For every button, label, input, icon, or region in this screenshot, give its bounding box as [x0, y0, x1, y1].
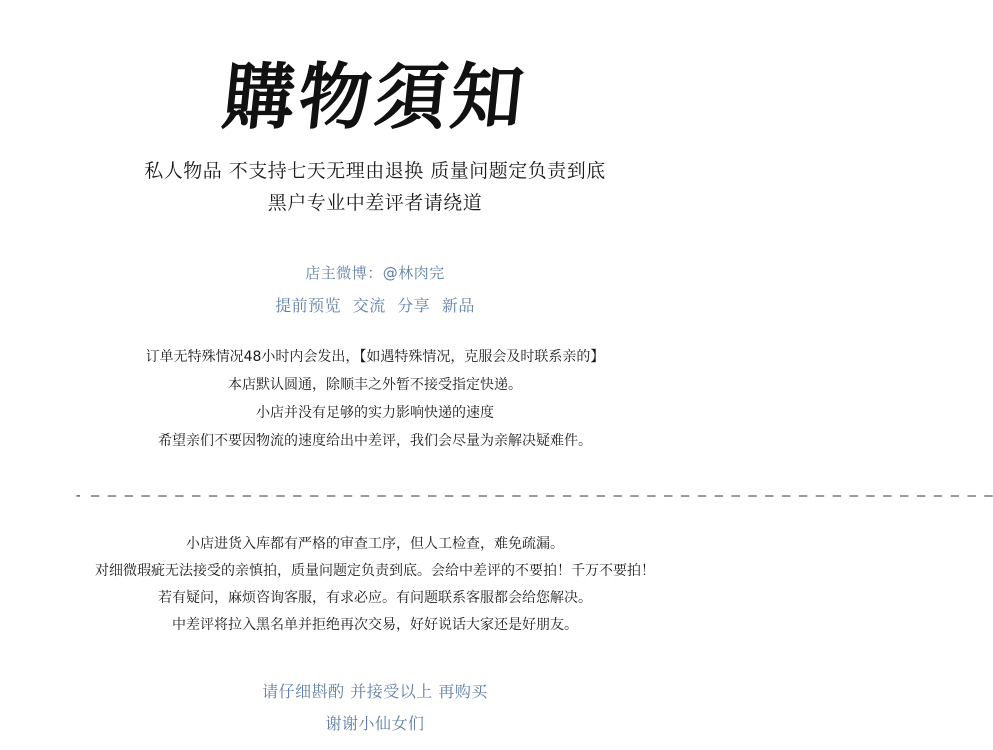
- shop-owner-weibo: 店主微博：@林肉完: [305, 264, 445, 282]
- closing-line-2: 谢谢小仙女们: [325, 714, 425, 733]
- quality-notice-line-4: 中差评将拉入黑名单并拒绝再次交易，好好说话大家还是好朋友。: [172, 617, 578, 633]
- shipping-notice-line-3: 小店并没有足够的实力影响快递的速度: [256, 405, 494, 421]
- policy-headline-line-1: 私人物品 不支持七天无理由退换 质量问题定负责到底: [144, 160, 606, 182]
- shipping-notice-line-1: 订单无特殊情况48小时内会发出，【如遇特殊情况，克服会及时联系亲的】: [145, 349, 605, 365]
- section-divider: - — — — — — — — — — — — — — — — — — — — — — — — — — — — — — — — — — — — — — — — — — — — — — — — — — — — — — —: [74, 488, 993, 504]
- policy-headline-line-2: 黑户专业中差评者请绕道: [267, 192, 483, 214]
- preview-tagline: 提前预览 交流 分享 新品: [275, 296, 475, 315]
- quality-notice-line-3: 若有疑问，麻烦咨询客服，有求必应。有问题联系客服都会给您解决。: [158, 590, 592, 606]
- shipping-notice-line-2: 本店默认圆通，除顺丰之外暂不接受指定快递。: [228, 377, 522, 393]
- quality-notice-line-2: 对细微瑕疵无法接受的亲慎拍，质量问题定负责到底。会给中差评的不要拍！千万不要拍！: [95, 563, 655, 579]
- page-title: 購物須知: [218, 54, 532, 139]
- closing-line-1: 请仔细斟酌 并接受以上 再购买: [262, 682, 488, 701]
- quality-notice-line-1: 小店进货入库都有严格的审查工序，但人工检查，难免疏漏。: [186, 536, 564, 552]
- shipping-notice-line-4: 希望亲们不要因物流的速度给出中差评，我们会尽量为亲解决疑难件。: [158, 433, 592, 449]
